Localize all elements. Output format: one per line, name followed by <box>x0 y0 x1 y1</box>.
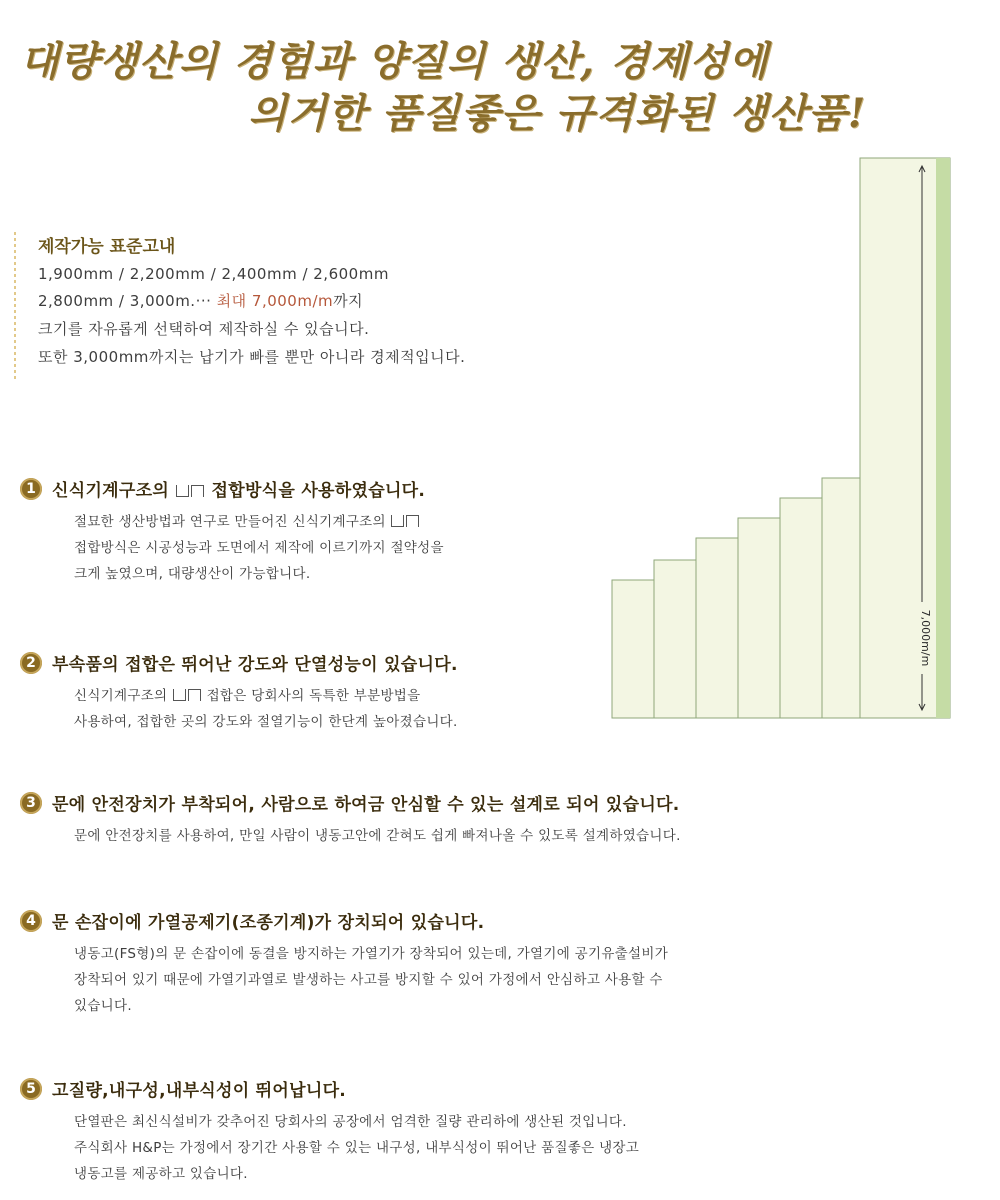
feature-5-title: 고질량,내구성,내부식성이 뛰어납니다. <box>52 1081 347 1101</box>
feature-number-badge: 5 <box>20 1078 42 1100</box>
feature-3-description: 문에 안전장치를 사용하여, 만일 사람이 냉동고안에 갇혀도 쉽게 빠져나올 수 있도록 설계하였습니다. <box>74 828 681 844</box>
joint-shape-2-icon <box>406 515 419 527</box>
joint-shape-2-icon <box>188 689 201 701</box>
feature-2-description: 신식기계구조의 접합은 당회사의 독특한 부분방법을 사용하여, 접합한 곳의 강도와 절열기능이 한단계 높아졌습니다. <box>74 688 458 730</box>
headline-line-1: 대량생산의 경험과 양질의 생산, 경제성에 <box>20 38 769 85</box>
feature-1-description: 절묘한 생산방법과 연구로 만들어진 신식기계구조의 접합방식은 시공성능과 도면에서 제작에 이르기까지 절약성을 크게 높였으며, 대량생산이 가능합니다. <box>74 514 444 582</box>
feature-4-description: 냉동고(FS형)의 문 손잡이에 동결을 방지하는 가열기가 장착되어 있는데, 가열기에 공기유출설비가 장착되어 있기 때문에 가열기과열로 발생하는 사고를 방지할 수 있어 가정에서 안심하고 사용할 수 있습니다. <box>74 946 669 1014</box>
feature-5-description: 단열판은 최신식설비가 갖추어진 당회사의 공장에서 엄격한 질량 관리하에 생산된 것입니다. 주식회사 H&P는 가정에서 장기간 사용할 수 있는 내구성, 내부식성이 뛰어난 품질좋은 냉장고 냉동고를 제공하고 있습니다. <box>74 1114 640 1182</box>
feature-1 <box>20 476 980 587</box>
feature-4 <box>20 908 980 1019</box>
headline-line-2: 의거한 품질좋은 규격화된 생산품! <box>248 90 867 137</box>
feature-number-badge: 1 <box>20 478 42 500</box>
panel-height-chart <box>600 140 980 730</box>
standard-heights-section <box>18 232 618 374</box>
panel-bar-6 <box>860 158 950 718</box>
feature-number-badge: 2 <box>20 652 42 674</box>
panel-side <box>936 158 950 718</box>
feature-1-title: 신식기계구조의 접합방식을 사용하였습니다. <box>52 481 426 501</box>
standard-heights-title: 제작가능 표준고내 <box>38 237 176 257</box>
feature-number-badge: 3 <box>20 792 42 814</box>
max-height-label: 최대 7,000m/m <box>216 292 334 310</box>
feature-4-title: 문 손잡이에 가열공제기(조종기계)가 장치되어 있습니다. <box>52 913 485 933</box>
joint-shape-1-icon <box>176 485 189 497</box>
joint-shape-1-icon <box>173 689 186 701</box>
standard-heights-line-1: 1,900mm / 2,200mm / 2,400mm / 2,600mm <box>38 265 389 283</box>
dotted-accent-bar <box>14 232 16 382</box>
feature-5 <box>20 1076 980 1187</box>
feature-2-title: 부속품의 접합은 뛰어난 강도와 단열성능이 있습니다. <box>52 655 458 675</box>
feature-3-title: 문에 안전장치가 부착되어, 사람으로 하여금 안심할 수 있는 설계로 되어 있습니다. <box>52 795 680 815</box>
standard-heights-line-3: 크기를 자유롭게 선택하여 제작하실 수 있습니다. <box>38 320 370 338</box>
standard-heights-line-4: 또한 3,000mm까지는 납기가 빠를 뿐만 아니라 경제적입니다. <box>38 348 466 366</box>
standard-heights-line-2: 2,800mm / 3,000m.··· 최대 7,000m/m까지 <box>38 292 364 310</box>
feature-2 <box>20 650 980 735</box>
panel-height-label: 7,000m/m <box>919 609 932 667</box>
feature-3 <box>20 790 980 849</box>
joint-shape-2-icon <box>191 485 204 497</box>
feature-number-badge: 4 <box>20 910 42 932</box>
joint-shape-1-icon <box>391 515 404 527</box>
